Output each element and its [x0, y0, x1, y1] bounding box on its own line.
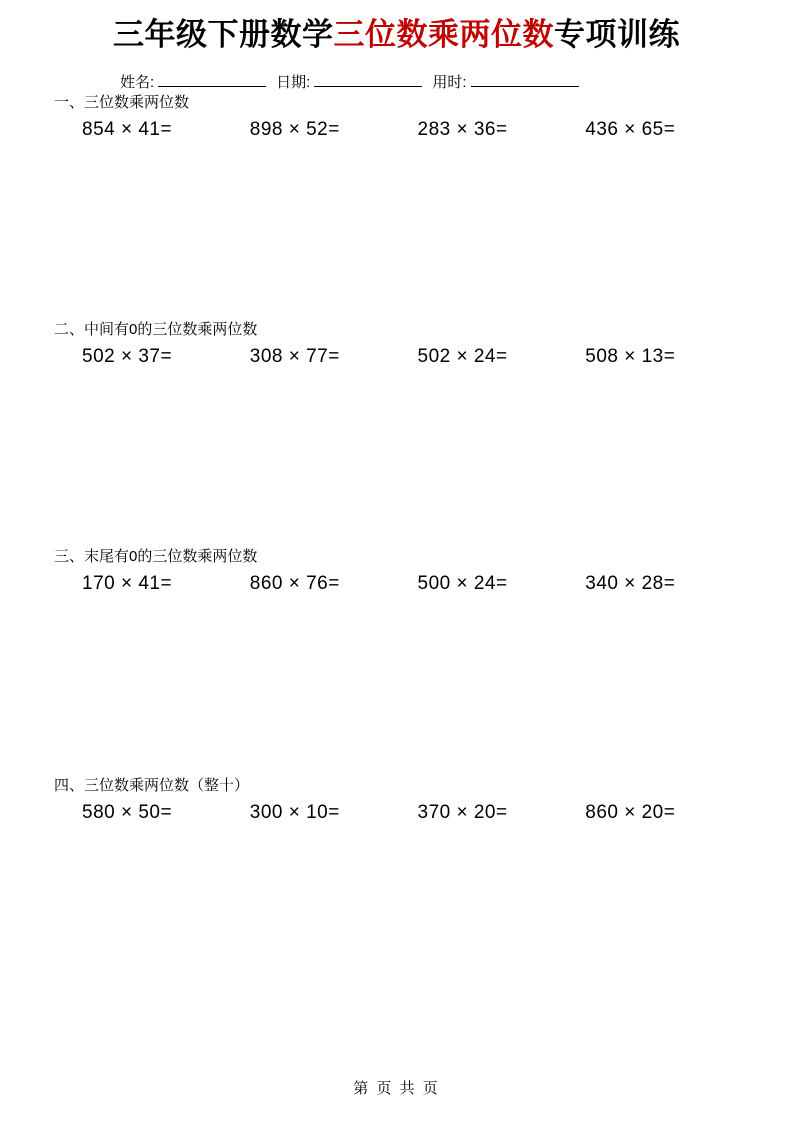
problem-item: 860 × 20=: [585, 801, 676, 823]
problem-item: 508 × 13=: [585, 345, 676, 367]
date-field-group: [276, 71, 432, 92]
section-2: [0, 319, 793, 546]
section-3-problem-row: [54, 573, 753, 595]
section-2-problem-row: [54, 346, 753, 368]
page-footer: 第 页 共 页: [353, 1080, 440, 1097]
problem-item: 308 × 77=: [249, 345, 340, 367]
problem-item: 898 × 52=: [249, 118, 340, 140]
section-1-heading: 一、三位数乘两位数: [54, 93, 190, 111]
problem-item: 854 × 41=: [82, 118, 173, 140]
section-4-problem-row: [54, 802, 753, 824]
problem-item: 283 × 36=: [417, 118, 508, 140]
section-1-workspace[interactable]: [54, 141, 753, 319]
problem-item: 502 × 24=: [417, 345, 508, 367]
problem-item: 300 × 10=: [249, 801, 340, 823]
section-3-heading: 三、末尾有0的三位数乘两位数: [54, 547, 258, 565]
problem-item: 502 × 37=: [82, 345, 173, 367]
section-4-heading: 四、三位数乘两位数（整十）: [54, 776, 250, 794]
name-field-group: [120, 71, 276, 92]
problem-item: 500 × 24=: [417, 572, 508, 594]
name-input-blank[interactable]: [158, 71, 266, 87]
page-title-prefix: 三年级下册数学: [113, 17, 334, 52]
problem-item: 860 × 76=: [249, 572, 340, 594]
problem-item: 580 × 50=: [82, 801, 173, 823]
name-label: 姓名:: [120, 73, 155, 91]
student-info-row: [0, 71, 793, 92]
section-3: [0, 546, 793, 775]
page-title: [0, 0, 793, 55]
section-2-workspace[interactable]: [54, 368, 753, 546]
problem-item: 340 × 28=: [585, 572, 676, 594]
time-field-group: [432, 71, 588, 92]
time-label: 用时:: [432, 73, 467, 91]
section-1: [0, 92, 793, 319]
date-input-blank[interactable]: [314, 71, 422, 87]
time-input-blank[interactable]: [471, 71, 579, 87]
section-3-workspace[interactable]: [54, 595, 753, 775]
date-label: 日期:: [276, 73, 311, 91]
problem-item: 370 × 20=: [417, 801, 508, 823]
section-2-heading: 二、中间有0的三位数乘两位数: [54, 320, 258, 338]
section-4-workspace[interactable]: [54, 824, 753, 1002]
section-1-problem-row: [54, 119, 753, 141]
page-title-highlight: 三位数乘两位数: [333, 17, 554, 52]
section-4: [0, 775, 793, 1002]
problem-item: 436 × 65=: [585, 118, 676, 140]
page-title-suffix: 专项训练: [554, 17, 680, 52]
problem-item: 170 × 41=: [82, 572, 173, 594]
